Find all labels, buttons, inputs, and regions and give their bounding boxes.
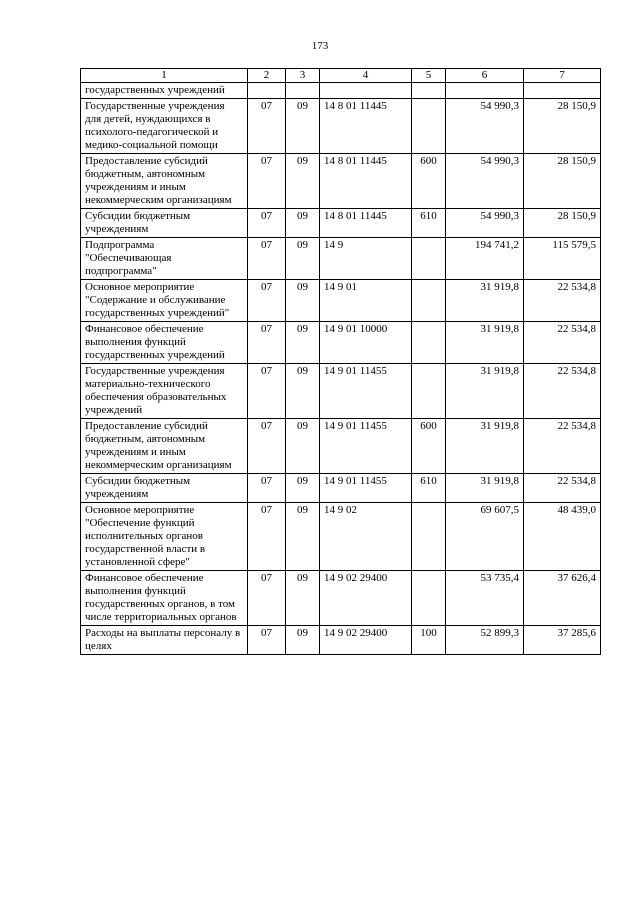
column-header-1: 1 xyxy=(81,69,248,83)
table-row xyxy=(81,154,601,209)
target-article-code: 14 9 01 11455 xyxy=(320,474,412,503)
section-code xyxy=(248,83,286,99)
target-article-code: 14 8 01 11445 xyxy=(320,154,412,209)
amount-col7: 28 150,9 xyxy=(524,154,601,209)
column-header-3: 3 xyxy=(286,69,320,83)
table-header-row xyxy=(81,69,601,83)
amount-col6: 31 919,8 xyxy=(446,280,524,322)
item-name: Субсидии бюджетным учреждениям xyxy=(81,209,248,238)
subsection-code: 09 xyxy=(286,474,320,503)
subsection-code: 09 xyxy=(286,626,320,655)
section-code: 07 xyxy=(248,99,286,154)
target-article-code: 14 8 01 11445 xyxy=(320,209,412,238)
amount-col6: 69 607,5 xyxy=(446,503,524,571)
amount-col6: 31 919,8 xyxy=(446,364,524,419)
subsection-code: 09 xyxy=(286,99,320,154)
subsection-code xyxy=(286,83,320,99)
section-code: 07 xyxy=(248,280,286,322)
expense-type-code xyxy=(412,503,446,571)
expense-type-code xyxy=(412,99,446,154)
amount-col7: 115 579,5 xyxy=(524,238,601,280)
item-name: государственных учреждений xyxy=(81,83,248,99)
amount-col6: 31 919,8 xyxy=(446,474,524,503)
section-code: 07 xyxy=(248,474,286,503)
table-row xyxy=(81,322,601,364)
item-name: Финансовое обеспечение выполнения функций государственных учреждений xyxy=(81,322,248,364)
table-row xyxy=(81,503,601,571)
item-name: Государственные учреждения материально-технического обеспечения образовательных учреждений xyxy=(81,364,248,419)
item-name: Предоставление субсидий бюджетным, автономным учреждениям и иным некоммерческим организациям xyxy=(81,419,248,474)
amount-col6: 194 741,2 xyxy=(446,238,524,280)
target-article-code: 14 9 01 xyxy=(320,280,412,322)
subsection-code: 09 xyxy=(286,503,320,571)
column-header-5: 5 xyxy=(412,69,446,83)
target-article-code: 14 9 01 11455 xyxy=(320,364,412,419)
item-name: Государственные учреждения для детей, нуждающихся в психолого-педагогической и медико-социальной помощи xyxy=(81,99,248,154)
column-header-4: 4 xyxy=(320,69,412,83)
target-article-code: 14 8 01 11445 xyxy=(320,99,412,154)
amount-col7: 37 285,6 xyxy=(524,626,601,655)
amount-col7: 22 534,8 xyxy=(524,280,601,322)
section-code: 07 xyxy=(248,419,286,474)
amount-col6: 31 919,8 xyxy=(446,419,524,474)
subsection-code: 09 xyxy=(286,154,320,209)
amount-col7: 22 534,8 xyxy=(524,419,601,474)
target-article-code: 14 9 xyxy=(320,238,412,280)
amount-col7: 37 626,4 xyxy=(524,571,601,626)
item-name: Субсидии бюджетным учреждениям xyxy=(81,474,248,503)
table-row xyxy=(81,474,601,503)
page-number: 173 xyxy=(311,40,329,52)
expense-type-code: 600 xyxy=(412,419,446,474)
table-row xyxy=(81,83,601,99)
expense-type-code xyxy=(412,364,446,419)
item-name: Основное мероприятие "Обеспечение функций исполнительных органов государственной власти в установленной сфере" xyxy=(81,503,248,571)
table-body xyxy=(81,83,601,655)
item-name: Предоставление субсидий бюджетным, автономным учреждениям и иным некоммерческим организациям xyxy=(81,154,248,209)
table-row xyxy=(81,626,601,655)
section-code: 07 xyxy=(248,322,286,364)
item-name: Финансовое обеспечение выполнения функций государственных органов, в том числе территориальных органов xyxy=(81,571,248,626)
section-code: 07 xyxy=(248,626,286,655)
table-row xyxy=(81,364,601,419)
expense-type-code: 610 xyxy=(412,209,446,238)
table-row xyxy=(81,99,601,154)
expense-type-code xyxy=(412,571,446,626)
amount-col6: 52 899,3 xyxy=(446,626,524,655)
amount-col7: 22 534,8 xyxy=(524,322,601,364)
target-article-code: 14 9 01 11455 xyxy=(320,419,412,474)
expense-type-code xyxy=(412,322,446,364)
target-article-code: 14 9 02 29400 xyxy=(320,571,412,626)
section-code: 07 xyxy=(248,238,286,280)
column-header-7: 7 xyxy=(524,69,601,83)
target-article-code: 14 9 01 10000 xyxy=(320,322,412,364)
subsection-code: 09 xyxy=(286,209,320,238)
subsection-code: 09 xyxy=(286,364,320,419)
expense-type-code xyxy=(412,280,446,322)
amount-col6: 53 735,4 xyxy=(446,571,524,626)
table-row xyxy=(81,238,601,280)
amount-col7: 28 150,9 xyxy=(524,209,601,238)
table-row xyxy=(81,419,601,474)
section-code: 07 xyxy=(248,503,286,571)
budget-table xyxy=(80,68,601,655)
table-row xyxy=(81,209,601,238)
amount-col7: 48 439,0 xyxy=(524,503,601,571)
item-name: Основное мероприятие "Содержание и обслуживание государственных учреждений" xyxy=(81,280,248,322)
amount-col6: 54 990,3 xyxy=(446,209,524,238)
table-row xyxy=(81,280,601,322)
section-code: 07 xyxy=(248,209,286,238)
subsection-code: 09 xyxy=(286,280,320,322)
subsection-code: 09 xyxy=(286,419,320,474)
expense-type-code: 610 xyxy=(412,474,446,503)
expense-type-code: 100 xyxy=(412,626,446,655)
amount-col7: 22 534,8 xyxy=(524,474,601,503)
expense-type-code xyxy=(412,238,446,280)
expense-type-code xyxy=(412,83,446,99)
amount-col6: 54 990,3 xyxy=(446,154,524,209)
section-code: 07 xyxy=(248,364,286,419)
section-code: 07 xyxy=(248,571,286,626)
table-row xyxy=(81,571,601,626)
amount-col7 xyxy=(524,83,601,99)
column-header-6: 6 xyxy=(446,69,524,83)
expense-type-code: 600 xyxy=(412,154,446,209)
subsection-code: 09 xyxy=(286,571,320,626)
target-article-code: 14 9 02 29400 xyxy=(320,626,412,655)
amount-col6 xyxy=(446,83,524,99)
target-article-code xyxy=(320,83,412,99)
subsection-code: 09 xyxy=(286,238,320,280)
item-name: Расходы на выплаты персоналу в целях xyxy=(81,626,248,655)
subsection-code: 09 xyxy=(286,322,320,364)
section-code: 07 xyxy=(248,154,286,209)
amount-col7: 22 534,8 xyxy=(524,364,601,419)
amount-col7: 28 150,9 xyxy=(524,99,601,154)
amount-col6: 54 990,3 xyxy=(446,99,524,154)
item-name: Подпрограмма "Обеспечивающая подпрограмма" xyxy=(81,238,248,280)
column-header-2: 2 xyxy=(248,69,286,83)
target-article-code: 14 9 02 xyxy=(320,503,412,571)
amount-col6: 31 919,8 xyxy=(446,322,524,364)
